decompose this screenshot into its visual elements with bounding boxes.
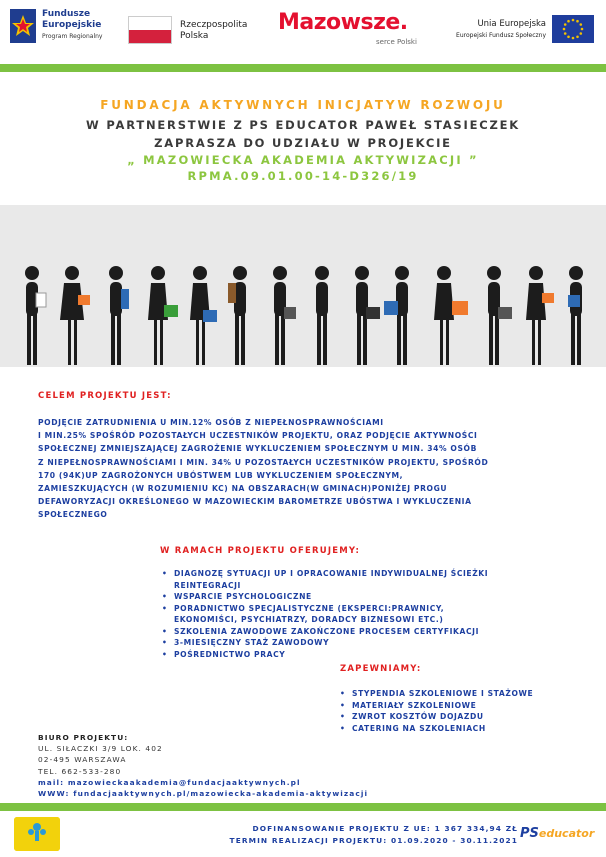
people-queue-illustration: [0, 205, 606, 367]
project-period: TERMIN REALIZACJI PROJEKTU: 01.09.2020 - 30.11.2021: [229, 836, 518, 845]
rp-text: Rzeczpospolita Polska: [180, 20, 248, 41]
mazowsze-name: Mazowsze.: [278, 10, 408, 35]
footer-info: [230, 823, 518, 847]
mazowsze-sub: serce Polski: [376, 38, 417, 46]
office-title: BIURO PROJEKTU:: [38, 733, 129, 742]
offer-title: W RAMACH PROJEKTU OFERUJEMY:: [160, 546, 361, 556]
polish-flag-icon: [128, 16, 172, 44]
goal-title: CELEM PROJEKTU JEST:: [38, 391, 172, 401]
office-www-link[interactable]: WWW: fundacjaaktywnych.pl/mazowiecka-akademia-aktywizacji: [38, 789, 369, 799]
provide-item: • CATERING NA SZKOLENIACH: [340, 723, 580, 735]
office-mail-link[interactable]: mail: mazowieckaakademia@fundacjaaktywnych.pl: [38, 777, 301, 787]
goal-paragraph: PODJĘCIE ZATRUDNIENIA U MIN.12% OSÓB Z NIEPEŁNOSPRAWNOŚCIAMI I MIN.25% SPOŚRÓD POZOSTAŁYCH UCZESTNIKÓW PROJEKTU, ORAZ PODJĘCIE AKTYWNOŚCI SPOŁECZNEJ ZMNIEJSZAJĄCEJ ZAGROŻENIE WYKLUCZENIEM SPOŁECZNYM U MIN. 34% OSÓB Z NIEPEŁNOSPRAWNOŚCIAMI I MIN. 34% U POZOSTAŁYCH UCZESTNIKÓW PROJEKTU, SPOŚRÓD 170 (94K)UP ZAGROŻONYCH UBÓSTWEM LUB WYKLUCZENIEM SPOŁECZNYM, ZAMIESZKUJĄCYCH (W ROZUMIENIU KC) NA OBSZARACH(W GMINACH)PONIŻEJ PROGU DEFAWORYZACJI OKREŚLONEGO W MAZOWIECKIM BAROMETRZE UBÓSTWA I WYKLUCZENIA SPOŁECZNEGO: [38, 418, 489, 520]
offer-item: • SZKOLENIA ZAWODOWE ZAKOŃCZONE PROCESEM CERTYFIKACJI: [162, 626, 502, 638]
offer-item: • WSPARCIE PSYCHOLOGICZNE: [162, 591, 502, 603]
offer-item: • 3-MIESIĘCZNY STAŻ ZAWODOWY: [162, 637, 502, 649]
project-office: [38, 732, 398, 799]
bottom-green-bar: [0, 803, 606, 811]
partner-line: W PARTNERSTWIE Z PS EDUCATOR PAWEŁ STASIECZEK: [86, 118, 520, 132]
funding-amount: DOFINANSOWANIE PROJEKTU Z UE: 1 367 334,94 ZŁ: [252, 824, 518, 833]
offer-item: • POŚREDNICTWO PRACY: [162, 649, 502, 661]
provide-item: • STYPENDIA SZKOLENIOWE I STAŻOWE: [340, 688, 580, 700]
fe-star-icon: [10, 9, 36, 43]
invite-line: ZAPRASZA DO UDZIAŁU W PROJEKCIE: [154, 136, 452, 150]
provide-list: [340, 688, 580, 734]
office-city: 02-495 WARSZAWA: [38, 755, 127, 765]
offer-list: [162, 568, 502, 660]
provide-title: ZAPEWNIAMY:: [340, 664, 422, 674]
org-title: FUNDACJA AKTYWNYCH INICJATYW ROZWOJU: [100, 98, 506, 112]
mazowsze-logo: [278, 10, 428, 50]
offer-item: • PORADNICTWO SPECJALISTYCZNE (EKSPERCI:PRAWNICY, EKONOMIŚCI, PSYCHIATRZY, DORADCY BIZNESOWI ETC.): [162, 603, 502, 626]
foundation-logo: [14, 817, 60, 851]
ue-text: Unia Europejska Europejski Fundusz Społeczny: [456, 19, 546, 39]
unia-europejska-logo: [450, 15, 598, 45]
office-street: UL. SIŁACZKI 3/9 LOK. 402: [38, 744, 163, 754]
project-code: RPMA.09.01.00-14-D326/19: [187, 169, 419, 183]
provide-item: • ZWROT KOSZTÓW DOJAZDU: [340, 711, 580, 723]
rzeczpospolita-logo: [128, 16, 268, 46]
offer-item: • DIAGNOZĘ SYTUACJI UP I OPRACOWANIE INDYWIDUALNEJ ŚCIEŻKI REINTEGRACJI: [162, 568, 502, 591]
fundusze-europejskie-logo: [10, 9, 120, 47]
provide-item: • MATERIAŁY SZKOLENIOWE: [340, 700, 580, 712]
eu-flag-icon: [552, 15, 594, 43]
project-name: „ MAZOWIECKA AKADEMIA AKTYWIZACJI ”: [127, 153, 479, 167]
ps-educator-logo: PSeducator: [520, 826, 595, 841]
office-tel: TEL. 662-533-280: [38, 766, 122, 776]
fe-text: Fundusze Europejskie Program Regionalny: [42, 9, 103, 40]
top-green-bar: [0, 64, 606, 72]
